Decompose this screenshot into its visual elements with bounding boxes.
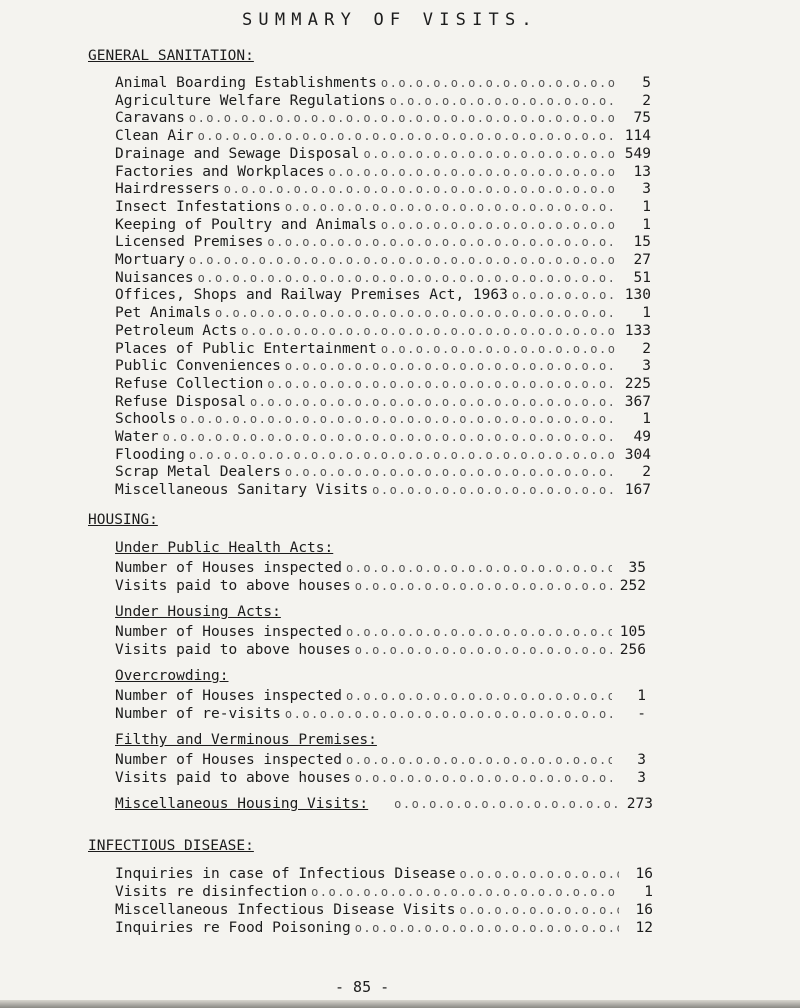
list-item: Mortuary o.o.o.o.o.o.o.o.o.o.o.o.o.o.o.o.o.o.o.o.o.o.o.o.o.o.o.o.o.o.o.o.o.o.o.o.o.o.o.o.o.o.o.o.o.o.o.o.o.o.o.o.o.o.o.o.o.o.o.o.o.o.o.o.o.o.o.o.o.o.o.o.o.o.o.o.o.o.o.o.o.o.o.o 27 <box>115 252 651 270</box>
list-item: Public Conveniences o.o.o.o.o.o.o.o.o.o.o.o.o.o.o.o.o.o.o.o.o.o.o.o.o.o.o.o.o.o.o.o.o.o.o.o.o.o.o.o.o.o.o.o.o.o.o.o.o.o.o.o.o.o.o.o.o.o.o.o.o.o.o.o.o.o.o.o.o.o.o.o.o.o.o.o.o.o.o.o.o.o.o.o 3 <box>115 358 651 376</box>
housing-acts-subheading: Under Housing Acts: <box>115 604 281 620</box>
list-item: Flooding o.o.o.o.o.o.o.o.o.o.o.o.o.o.o.o.o.o.o.o.o.o.o.o.o.o.o.o.o.o.o.o.o.o.o.o.o.o.o.o.o.o.o.o.o.o.o.o.o.o.o.o.o.o.o.o.o.o.o.o.o.o.o.o.o.o.o.o.o.o.o.o.o.o.o.o.o.o.o.o.o.o.o.o 304 <box>115 447 651 465</box>
list-item: Places of Public Entertainment o.o.o.o.o.o.o.o.o.o.o.o.o.o.o.o.o.o.o.o.o.o.o.o.o.o.o.o.o.o.o.o.o.o.o.o.o.o.o.o.o.o.o.o.o.o.o.o.o.o.o.o.o.o.o.o.o.o.o.o.o.o.o.o.o.o.o.o.o.o.o.o.o.o.o.o.o.o.o.o.o.o.o.o 2 <box>115 341 651 359</box>
list-item: Visits paid to above houses o.o.o.o.o.o.o.o.o.o.o.o.o.o.o.o.o.o.o.o.o.o.o.o.o.o.o.o.o.o.o.o.o.o.o.o.o.o.o.o.o.o.o.o.o.o.o.o.o.o.o.o.o.o.o.o.o.o.o.o.o.o.o.o.o.o.o.o.o.o.o.o.o.o.o.o.o.o.o.o.o.o.o.o 3 <box>115 770 646 788</box>
page-number: - 85 - <box>335 978 390 996</box>
list-item: Pet Animals o.o.o.o.o.o.o.o.o.o.o.o.o.o.o.o.o.o.o.o.o.o.o.o.o.o.o.o.o.o.o.o.o.o.o.o.o.o.o.o.o.o.o.o.o.o.o.o.o.o.o.o.o.o.o.o.o.o.o.o.o.o.o.o.o.o.o.o.o.o.o.o.o.o.o.o.o.o.o.o.o.o.o.o 1 <box>115 305 651 323</box>
list-item: Keeping of Poultry and Animals o.o.o.o.o.o.o.o.o.o.o.o.o.o.o.o.o.o.o.o.o.o.o.o.o.o.o.o.o.o.o.o.o.o.o.o.o.o.o.o.o.o.o.o.o.o.o.o.o.o.o.o.o.o.o.o.o.o.o.o.o.o.o.o.o.o.o.o.o.o.o.o.o.o.o.o.o.o.o.o.o.o.o.o 1 <box>115 217 651 235</box>
list-item: Refuse Disposal o.o.o.o.o.o.o.o.o.o.o.o.o.o.o.o.o.o.o.o.o.o.o.o.o.o.o.o.o.o.o.o.o.o.o.o.o.o.o.o.o.o.o.o.o.o.o.o.o.o.o.o.o.o.o.o.o.o.o.o.o.o.o.o.o.o.o.o.o.o.o.o.o.o.o.o.o.o.o.o.o.o.o.o 367 <box>115 394 651 412</box>
list-item: Water o.o.o.o.o.o.o.o.o.o.o.o.o.o.o.o.o.o.o.o.o.o.o.o.o.o.o.o.o.o.o.o.o.o.o.o.o.o.o.o.o.o.o.o.o.o.o.o.o.o.o.o.o.o.o.o.o.o.o.o.o.o.o.o.o.o.o.o.o.o.o.o.o.o.o.o.o.o.o.o.o.o.o.o 49 <box>115 429 651 447</box>
list-item: Drainage and Sewage Disposal o.o.o.o.o.o.o.o.o.o.o.o.o.o.o.o.o.o.o.o.o.o.o.o.o.o.o.o.o.o.o.o.o.o.o.o.o.o.o.o.o.o.o.o.o.o.o.o.o.o.o.o.o.o.o.o.o.o.o.o.o.o.o.o.o.o.o.o.o.o.o.o.o.o.o.o.o.o.o.o.o.o.o.o 549 <box>115 146 651 164</box>
scan-edge <box>0 1000 800 1008</box>
list-item: Number of re-visits o.o.o.o.o.o.o.o.o.o.o.o.o.o.o.o.o.o.o.o.o.o.o.o.o.o.o.o.o.o.o.o.o.o.o.o.o.o.o.o.o.o.o.o.o.o.o.o.o.o.o.o.o.o.o.o.o.o.o.o.o.o.o.o.o.o.o.o.o.o.o.o.o.o.o.o.o.o.o.o.o.o.o.o - <box>115 706 646 724</box>
list-item: Miscellaneous Sanitary Visits o.o.o.o.o.o.o.o.o.o.o.o.o.o.o.o.o.o.o.o.o.o.o.o.o.o.o.o.o.o.o.o.o.o.o.o.o.o.o.o.o.o.o.o.o.o.o.o.o.o.o.o.o.o.o.o.o.o.o.o.o.o.o.o.o.o.o.o.o.o.o.o.o.o.o.o.o.o.o.o.o.o.o.o 167 <box>115 482 651 500</box>
misc-housing-visits-row: Miscellaneous Housing Visits: o.o.o.o.o.o.o.o.o.o.o.o.o.o.o.o.o.o.o.o.o.o.o.o.o.o.o.o.o.o.o.o.o.o.o.o.o.o.o.o.o.o.o.o.o.o.o.o.o.o.o.o.o.o.o.o.o.o.o.o.o.o.o.o.o.o.o.o.o.o.o.o.o.o.o.o.o.o.o.o.o.o.o.o 273 <box>115 796 653 814</box>
list-item: Insect Infestations o.o.o.o.o.o.o.o.o.o.o.o.o.o.o.o.o.o.o.o.o.o.o.o.o.o.o.o.o.o.o.o.o.o.o.o.o.o.o.o.o.o.o.o.o.o.o.o.o.o.o.o.o.o.o.o.o.o.o.o.o.o.o.o.o.o.o.o.o.o.o.o.o.o.o.o.o.o.o.o.o.o.o.o 1 <box>115 199 651 217</box>
list-item: Petroleum Acts o.o.o.o.o.o.o.o.o.o.o.o.o.o.o.o.o.o.o.o.o.o.o.o.o.o.o.o.o.o.o.o.o.o.o.o.o.o.o.o.o.o.o.o.o.o.o.o.o.o.o.o.o.o.o.o.o.o.o.o.o.o.o.o.o.o.o.o.o.o.o.o.o.o.o.o.o.o.o.o.o.o.o.o 133 <box>115 323 651 341</box>
list-item: Licensed Premises o.o.o.o.o.o.o.o.o.o.o.o.o.o.o.o.o.o.o.o.o.o.o.o.o.o.o.o.o.o.o.o.o.o.o.o.o.o.o.o.o.o.o.o.o.o.o.o.o.o.o.o.o.o.o.o.o.o.o.o.o.o.o.o.o.o.o.o.o.o.o.o.o.o.o.o.o.o.o.o.o.o.o.o 15 <box>115 234 651 252</box>
public-health-acts-subheading: Under Public Health Acts: <box>115 540 334 556</box>
list-item: Animal Boarding Establishments o.o.o.o.o.o.o.o.o.o.o.o.o.o.o.o.o.o.o.o.o.o.o.o.o.o.o.o.o.o.o.o.o.o.o.o.o.o.o.o.o.o.o.o.o.o.o.o.o.o.o.o.o.o.o.o.o.o.o.o.o.o.o.o.o.o.o.o.o.o.o.o.o.o.o.o.o.o.o.o.o.o.o.o 5 <box>115 75 651 93</box>
list-item: Schools o.o.o.o.o.o.o.o.o.o.o.o.o.o.o.o.o.o.o.o.o.o.o.o.o.o.o.o.o.o.o.o.o.o.o.o.o.o.o.o.o.o.o.o.o.o.o.o.o.o.o.o.o.o.o.o.o.o.o.o.o.o.o.o.o.o.o.o.o.o.o.o.o.o.o.o.o.o.o.o.o.o.o.o 1 <box>115 411 651 429</box>
list-item: Refuse Collection o.o.o.o.o.o.o.o.o.o.o.o.o.o.o.o.o.o.o.o.o.o.o.o.o.o.o.o.o.o.o.o.o.o.o.o.o.o.o.o.o.o.o.o.o.o.o.o.o.o.o.o.o.o.o.o.o.o.o.o.o.o.o.o.o.o.o.o.o.o.o.o.o.o.o.o.o.o.o.o.o.o.o.o 225 <box>115 376 651 394</box>
list-item: Agriculture Welfare Regulations o.o.o.o.o.o.o.o.o.o.o.o.o.o.o.o.o.o.o.o.o.o.o.o.o.o.o.o.o.o.o.o.o.o.o.o.o.o.o.o.o.o.o.o.o.o.o.o.o.o.o.o.o.o.o.o.o.o.o.o.o.o.o.o.o.o.o.o.o.o.o.o.o.o.o.o.o.o.o.o.o.o.o.o 2 <box>115 93 651 111</box>
list-item: Inquiries in case of Infectious Disease o.o.o.o.o.o.o.o.o.o.o.o.o.o.o.o.o.o.o.o.o.o.o.o.o.o.o.o.o.o.o.o.o.o.o.o.o.o.o.o.o.o.o.o.o.o.o.o.o.o.o.o.o.o.o.o.o.o.o.o.o.o.o.o.o.o.o.o.o.o.o.o.o.o.o.o.o.o.o.o.o.o.o.o 16 <box>115 866 653 884</box>
list-item: Miscellaneous Infectious Disease Visits o.o.o.o.o.o.o.o.o.o.o.o.o.o.o.o.o.o.o.o.o.o.o.o.o.o.o.o.o.o.o.o.o.o.o.o.o.o.o.o.o.o.o.o.o.o.o.o.o.o.o.o.o.o.o.o.o.o.o.o.o.o.o.o.o.o.o.o.o.o.o.o.o.o.o.o.o.o.o.o.o.o.o.o 16 <box>115 902 653 920</box>
page-title: SUMMARY OF VISITS. <box>242 10 538 30</box>
list-item: Offices, Shops and Railway Premises Act, 1963 o.o.o.o.o.o.o.o.o.o.o.o.o.o.o.o.o.o.o.o.o.o.o.o.o.o.o.o.o.o.o.o.o.o.o.o.o.o.o.o.o.o.o.o.o.o.o.o.o.o.o.o.o.o.o.o.o.o.o.o.o.o.o.o.o.o.o.o.o.o.o.o.o.o.o.o.o.o.o.o.o.o.o.o 130 <box>115 287 651 305</box>
overcrowding-subheading: Overcrowding: <box>115 668 229 684</box>
list-item: Number of Houses inspected o.o.o.o.o.o.o.o.o.o.o.o.o.o.o.o.o.o.o.o.o.o.o.o.o.o.o.o.o.o.o.o.o.o.o.o.o.o.o.o.o.o.o.o.o.o.o.o.o.o.o.o.o.o.o.o.o.o.o.o.o.o.o.o.o.o.o.o.o.o.o.o.o.o.o.o.o.o.o.o.o.o.o.o 3 <box>115 752 646 770</box>
list-item: Visits re disinfection o.o.o.o.o.o.o.o.o.o.o.o.o.o.o.o.o.o.o.o.o.o.o.o.o.o.o.o.o.o.o.o.o.o.o.o.o.o.o.o.o.o.o.o.o.o.o.o.o.o.o.o.o.o.o.o.o.o.o.o.o.o.o.o.o.o.o.o.o.o.o.o.o.o.o.o.o.o.o.o.o.o.o.o 1 <box>115 884 653 902</box>
list-item: Number of Houses inspected o.o.o.o.o.o.o.o.o.o.o.o.o.o.o.o.o.o.o.o.o.o.o.o.o.o.o.o.o.o.o.o.o.o.o.o.o.o.o.o.o.o.o.o.o.o.o.o.o.o.o.o.o.o.o.o.o.o.o.o.o.o.o.o.o.o.o.o.o.o.o.o.o.o.o.o.o.o.o.o.o.o.o.o 105 <box>115 624 646 642</box>
infectious-disease-heading: INFECTIOUS DISEASE: <box>88 838 254 854</box>
list-item: Number of Houses inspected o.o.o.o.o.o.o.o.o.o.o.o.o.o.o.o.o.o.o.o.o.o.o.o.o.o.o.o.o.o.o.o.o.o.o.o.o.o.o.o.o.o.o.o.o.o.o.o.o.o.o.o.o.o.o.o.o.o.o.o.o.o.o.o.o.o.o.o.o.o.o.o.o.o.o.o.o.o.o.o.o.o.o.o 35 <box>115 560 646 578</box>
general-sanitation-heading: GENERAL SANITATION: <box>88 48 254 64</box>
list-item: Caravans o.o.o.o.o.o.o.o.o.o.o.o.o.o.o.o.o.o.o.o.o.o.o.o.o.o.o.o.o.o.o.o.o.o.o.o.o.o.o.o.o.o.o.o.o.o.o.o.o.o.o.o.o.o.o.o.o.o.o.o.o.o.o.o.o.o.o.o.o.o.o.o.o.o.o.o.o.o.o.o.o.o.o.o 75 <box>115 110 651 128</box>
list-item: Number of Houses inspected o.o.o.o.o.o.o.o.o.o.o.o.o.o.o.o.o.o.o.o.o.o.o.o.o.o.o.o.o.o.o.o.o.o.o.o.o.o.o.o.o.o.o.o.o.o.o.o.o.o.o.o.o.o.o.o.o.o.o.o.o.o.o.o.o.o.o.o.o.o.o.o.o.o.o.o.o.o.o.o.o.o.o.o 1 <box>115 688 646 706</box>
list-item: Hairdressers o.o.o.o.o.o.o.o.o.o.o.o.o.o.o.o.o.o.o.o.o.o.o.o.o.o.o.o.o.o.o.o.o.o.o.o.o.o.o.o.o.o.o.o.o.o.o.o.o.o.o.o.o.o.o.o.o.o.o.o.o.o.o.o.o.o.o.o.o.o.o.o.o.o.o.o.o.o.o.o.o.o.o.o 3 <box>115 181 651 199</box>
list-item: Factories and Workplaces o.o.o.o.o.o.o.o.o.o.o.o.o.o.o.o.o.o.o.o.o.o.o.o.o.o.o.o.o.o.o.o.o.o.o.o.o.o.o.o.o.o.o.o.o.o.o.o.o.o.o.o.o.o.o.o.o.o.o.o.o.o.o.o.o.o.o.o.o.o.o.o.o.o.o.o.o.o.o.o.o.o.o.o 13 <box>115 164 651 182</box>
list-item: Clean Air o.o.o.o.o.o.o.o.o.o.o.o.o.o.o.o.o.o.o.o.o.o.o.o.o.o.o.o.o.o.o.o.o.o.o.o.o.o.o.o.o.o.o.o.o.o.o.o.o.o.o.o.o.o.o.o.o.o.o.o.o.o.o.o.o.o.o.o.o.o.o.o.o.o.o.o.o.o.o.o.o.o.o.o 114 <box>115 128 651 146</box>
list-item: Scrap Metal Dealers o.o.o.o.o.o.o.o.o.o.o.o.o.o.o.o.o.o.o.o.o.o.o.o.o.o.o.o.o.o.o.o.o.o.o.o.o.o.o.o.o.o.o.o.o.o.o.o.o.o.o.o.o.o.o.o.o.o.o.o.o.o.o.o.o.o.o.o.o.o.o.o.o.o.o.o.o.o.o.o.o.o.o.o 2 <box>115 464 651 482</box>
list-item: Nuisances o.o.o.o.o.o.o.o.o.o.o.o.o.o.o.o.o.o.o.o.o.o.o.o.o.o.o.o.o.o.o.o.o.o.o.o.o.o.o.o.o.o.o.o.o.o.o.o.o.o.o.o.o.o.o.o.o.o.o.o.o.o.o.o.o.o.o.o.o.o.o.o.o.o.o.o.o.o.o.o.o.o.o.o 51 <box>115 270 651 288</box>
housing-heading: HOUSING: <box>88 512 158 528</box>
list-item: Visits paid to above houses o.o.o.o.o.o.o.o.o.o.o.o.o.o.o.o.o.o.o.o.o.o.o.o.o.o.o.o.o.o.o.o.o.o.o.o.o.o.o.o.o.o.o.o.o.o.o.o.o.o.o.o.o.o.o.o.o.o.o.o.o.o.o.o.o.o.o.o.o.o.o.o.o.o.o.o.o.o.o.o.o.o.o.o 256 <box>115 642 646 660</box>
list-item: Visits paid to above houses o.o.o.o.o.o.o.o.o.o.o.o.o.o.o.o.o.o.o.o.o.o.o.o.o.o.o.o.o.o.o.o.o.o.o.o.o.o.o.o.o.o.o.o.o.o.o.o.o.o.o.o.o.o.o.o.o.o.o.o.o.o.o.o.o.o.o.o.o.o.o.o.o.o.o.o.o.o.o.o.o.o.o.o 252 <box>115 578 646 596</box>
filthy-verminous-subheading: Filthy and Verminous Premises: <box>115 732 377 748</box>
list-item: Inquiries re Food Poisoning o.o.o.o.o.o.o.o.o.o.o.o.o.o.o.o.o.o.o.o.o.o.o.o.o.o.o.o.o.o.o.o.o.o.o.o.o.o.o.o.o.o.o.o.o.o.o.o.o.o.o.o.o.o.o.o.o.o.o.o.o.o.o.o.o.o.o.o.o.o.o.o.o.o.o.o.o.o.o.o.o.o.o.o 12 <box>115 920 653 938</box>
